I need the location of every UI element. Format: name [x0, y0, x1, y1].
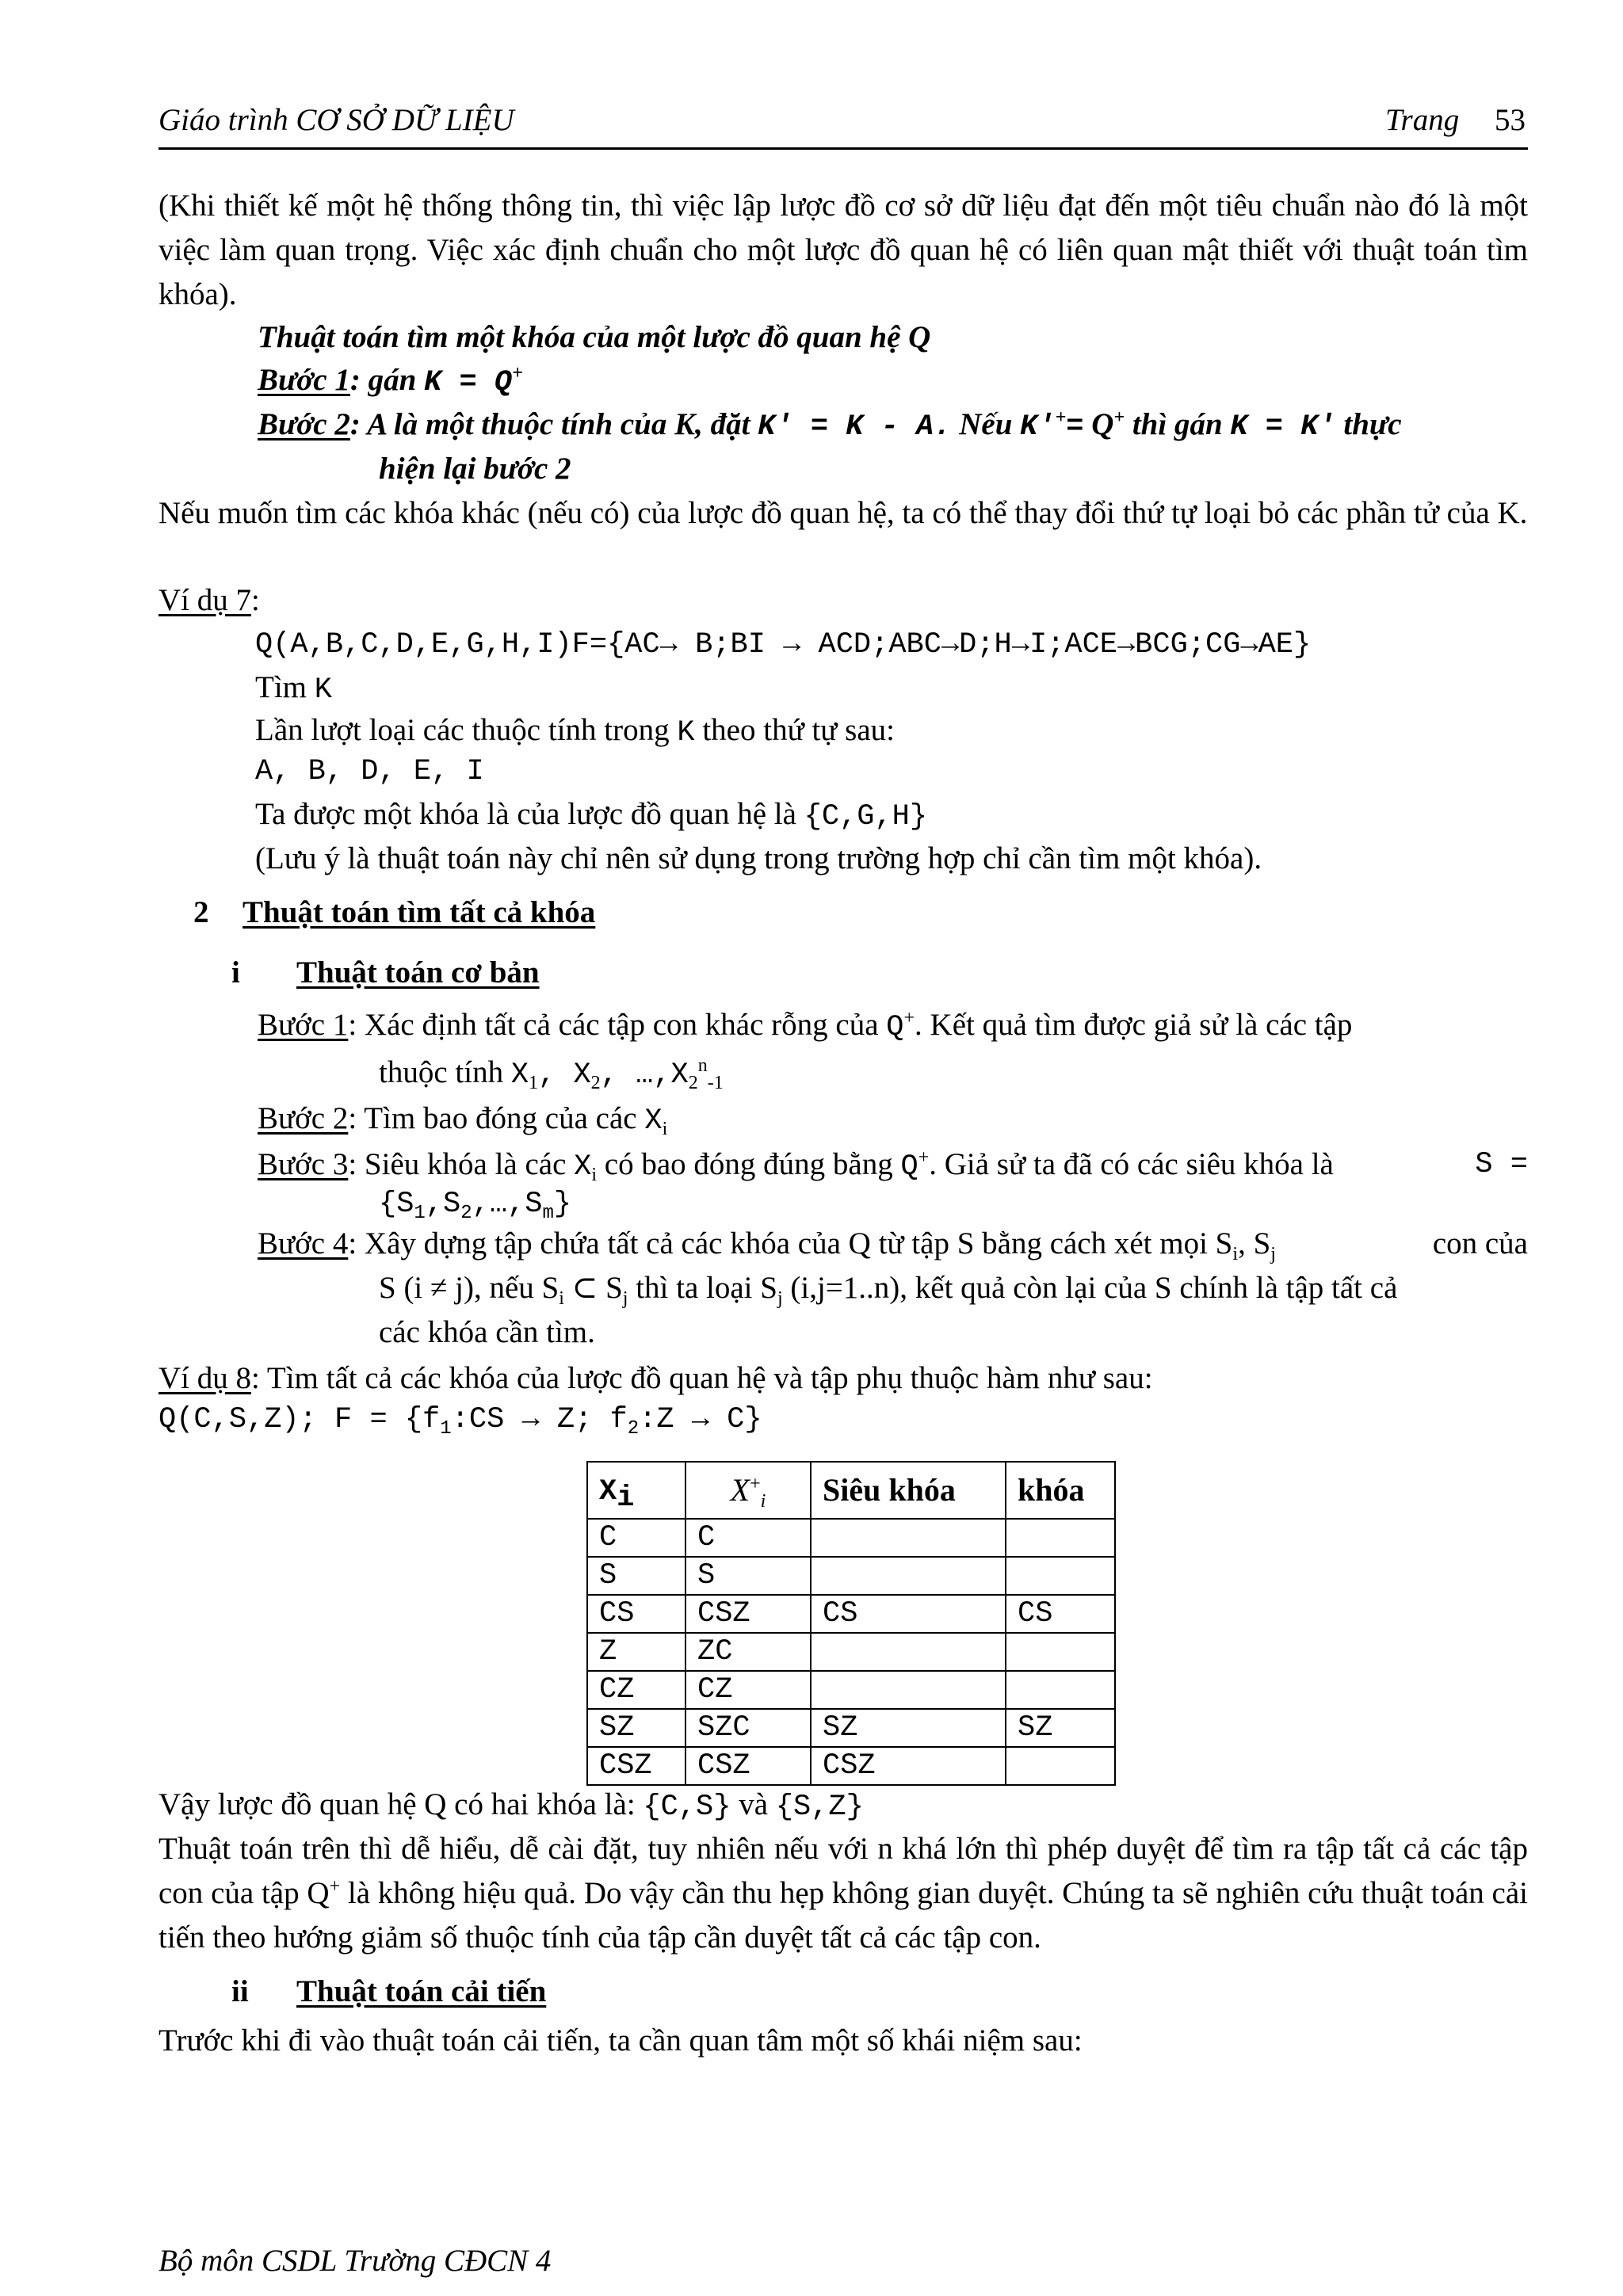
cell: SZ	[1006, 1709, 1115, 1747]
xn-sup-n: n	[697, 1055, 708, 1076]
step2-sup: +	[1055, 407, 1067, 428]
set-s2: ,S	[425, 1188, 461, 1221]
line2-subset: ⊂ S	[571, 1271, 623, 1305]
header-superkey: Siêu khóa	[811, 1462, 1006, 1519]
closure-table	[586, 1461, 1116, 1786]
basic-step-3-text: : Siêu khóa là các	[348, 1147, 567, 1181]
set-sub-1: 1	[414, 1203, 426, 1224]
keys-text: Vậy lược đồ quan hệ Q có hai khóa là:	[158, 1787, 636, 1821]
example-8-schema	[158, 1398, 762, 1442]
header-key: khóa	[1006, 1462, 1115, 1519]
example-7-heading	[158, 578, 260, 623]
order-text-a: Lần lượt loại các thuộc tính trong	[255, 713, 670, 747]
schema-c: :Z → C}	[639, 1403, 762, 1436]
example-7-find	[255, 666, 332, 712]
set-sm: ,…,S	[472, 1188, 543, 1221]
header-page-number: 53	[1495, 103, 1526, 137]
basic-step-4-line3: các khóa cần tìm.	[379, 1315, 595, 1349]
example-7-order-list: A, B, D, E, I	[255, 755, 484, 788]
intro-paragraph: (Khi thiết kế một hệ thống thông tin, thì việc lập lược đồ cơ sở dữ liệu đạt đến một tiêu chuẩn nào đó là một việc làm quan trọng. Việc xác định chuẩn cho một lược đồ quan hệ có liên quan mật thiết với thuật toán tìm khóa).	[158, 189, 1528, 311]
cell: SZC	[685, 1709, 811, 1747]
section-2-number: 2	[193, 895, 209, 929]
order-k: K	[677, 716, 695, 749]
basic-step-4	[258, 1222, 1528, 1266]
step1-sup: +	[512, 363, 523, 383]
cell	[1006, 1671, 1115, 1709]
header-page-label: Trang	[1385, 103, 1460, 137]
basic-step-3-label: Bước 3	[258, 1147, 349, 1181]
line2-c: (i,j=1..n), kết quả còn lại của S chính là tập tất cả	[790, 1271, 1398, 1305]
basic-step-3-q: Q	[900, 1150, 918, 1184]
step1-code: K = Q	[424, 366, 513, 399]
cell: CS	[811, 1595, 1006, 1633]
basic-step-1	[258, 1003, 1352, 1050]
cell: ZC	[685, 1633, 811, 1671]
step2-q-sup: +	[1113, 407, 1125, 428]
step2-text-e: thực	[1343, 407, 1402, 441]
basic-step-1-text: : Xác định tất cả các tập con khác rỗng của	[348, 1008, 879, 1042]
example-8-text: : Tìm tất cả các khóa của lược đồ quan hệ và tập phụ thuộc hàm như sau:	[251, 1361, 1153, 1395]
set-open: {S	[379, 1188, 414, 1221]
example-7-order	[255, 708, 895, 755]
header-closure-sup: +	[750, 1474, 761, 1494]
example-7-result	[255, 792, 927, 839]
cell: CSZ	[587, 1747, 685, 1785]
schema-sub-1: 1	[440, 1418, 452, 1440]
xn-sub-minus: -1	[707, 1073, 724, 1093]
algo-step-2	[258, 402, 1402, 449]
find-text: Tìm	[255, 670, 307, 704]
basic-step-3-mid: có bao đóng đúng bằng	[604, 1147, 893, 1181]
cell	[1006, 1557, 1115, 1595]
basic-step-4-con: con của	[1432, 1226, 1528, 1261]
result-code: {C,G,H}	[804, 800, 928, 833]
cell: CZ	[587, 1671, 685, 1709]
basic-step-4-sep: , S	[1238, 1226, 1271, 1261]
cell	[1006, 1633, 1115, 1671]
basic-step-1-q: Q	[886, 1011, 904, 1044]
example-7-label: Ví dụ 7	[158, 583, 251, 617]
xn-sub-2: 2	[688, 1073, 698, 1093]
subsection-i-number: i	[231, 955, 240, 990]
basic-step-2-text: : Tìm bao đóng của các	[348, 1101, 637, 1135]
cell: C	[685, 1519, 811, 1557]
cell: CSZ	[685, 1747, 811, 1785]
step2-k: K	[674, 407, 696, 441]
example-8-label: Ví dụ 8	[158, 1361, 251, 1395]
cell	[811, 1671, 1006, 1709]
basic-step-2	[258, 1097, 667, 1143]
basic-step-1-cont: thuộc tính	[379, 1055, 504, 1089]
key-2: {S,Z}	[775, 1791, 864, 1824]
line2-sub-i: i	[559, 1288, 564, 1309]
set-close: }	[553, 1188, 572, 1221]
step1-label: Bước 1	[258, 363, 350, 397]
step2-text-b: , đặt	[695, 407, 750, 441]
table-row	[587, 1709, 1115, 1747]
basic-step-3-set	[379, 1182, 571, 1226]
header-rule	[158, 147, 1528, 150]
table-row	[587, 1519, 1115, 1557]
basic-step-4-sub-i: i	[1232, 1244, 1239, 1264]
header-closure	[685, 1462, 811, 1519]
step2-code2: K'	[1020, 410, 1056, 444]
header-xi-i: i	[617, 1482, 635, 1515]
cell	[811, 1633, 1006, 1671]
example-8-heading	[158, 1356, 1153, 1401]
schema-a: Q(C,S,Z); F = {f	[158, 1403, 441, 1436]
cell: S	[587, 1557, 685, 1595]
basic-step-4-line1: : Xây dựng tập chứa tất cả các khóa của Q từ tập S bằng cách xét mọi S	[348, 1226, 1233, 1261]
basic-step-3-x: X	[574, 1150, 592, 1184]
cell: C	[587, 1519, 685, 1557]
conclusion-para-sup: +	[329, 1876, 341, 1897]
step2-code: K' = K - A.	[758, 410, 952, 444]
basic-step-3-rest: . Giả sử ta đã có các siêu khóa là	[929, 1147, 1334, 1181]
basic-step-4-line2	[379, 1266, 1397, 1310]
cell: SZ	[811, 1709, 1006, 1747]
basic-step-2-label: Bước 2	[258, 1101, 349, 1135]
algo-step-1	[258, 358, 523, 405]
set-sub-m: m	[542, 1203, 554, 1224]
step1-text: : gán	[349, 363, 417, 397]
cell: Z	[587, 1633, 685, 1671]
header-xi	[587, 1462, 685, 1519]
cell	[1006, 1747, 1115, 1785]
section-2-title: Thuật toán tìm tất cả khóa	[242, 895, 596, 929]
header-title: Giáo trình CƠ SỞ DỮ LIỆU	[158, 103, 514, 137]
conclusion-para-a: Thuật toán trên thì dễ hiểu, dễ cài đặt, tuy nhiên nếu với n khá lớn thì phép duyệt để tìm ra tập tất cả các tập con của tập Q	[158, 1832, 1528, 1910]
order-text-b: theo thứ tự sau:	[702, 713, 896, 747]
subsection-ii-number: ii	[231, 1974, 249, 2008]
algorithm-title: Thuật toán tìm một khóa của một lược đồ quan hệ Q	[258, 320, 931, 354]
cell: SZ	[587, 1709, 685, 1747]
cell: CS	[587, 1595, 685, 1633]
step2-text-a: : A là một thuộc tính của	[349, 407, 667, 441]
conclusion-para-b: là không hiệu quả. Do vậy cần thu hẹp không gian duyệt. Chúng ta sẽ nghiên cứu thuật toán cải tiến theo hướng giảm số thuộc tính của tập cần duyệt tất cả các tập con.	[158, 1876, 1528, 1955]
subsection-i-title: Thuật toán cơ bản	[296, 955, 540, 990]
line2-a: S (i ≠ j), nếu S	[379, 1271, 559, 1305]
basic-step-1-rest: . Kết quả tìm được giả sử là các tập	[915, 1008, 1353, 1042]
algo-step-2-continued: hiện lại bước 2	[379, 452, 571, 486]
cell	[1006, 1519, 1115, 1557]
cell	[811, 1519, 1006, 1557]
cell: CZ	[685, 1671, 811, 1709]
basic-step-1-continued	[379, 1051, 724, 1097]
line2-sub-j2: j	[777, 1288, 783, 1309]
table-row	[587, 1595, 1115, 1633]
basic-step-3-s: S =	[1475, 1148, 1528, 1181]
schema-b: :CS → Z; f	[451, 1403, 628, 1436]
set-sub-2: 2	[460, 1203, 472, 1224]
table-row	[587, 1633, 1115, 1671]
basic-step-2-x: X	[644, 1104, 663, 1138]
table-header-row	[587, 1462, 1115, 1519]
line2-b: thì ta loại S	[636, 1271, 777, 1305]
result-text: Ta được một khóa là của lược đồ quan hệ là	[255, 797, 796, 831]
table-row	[587, 1557, 1115, 1595]
table-row	[587, 1747, 1115, 1785]
basic-step-3-sup: +	[918, 1147, 930, 1168]
cell: CSZ	[811, 1747, 1006, 1785]
line2-sub-j: j	[622, 1288, 628, 1309]
cell: CS	[1006, 1595, 1115, 1633]
cell: CSZ	[685, 1595, 811, 1633]
step2-code4: K = K'	[1230, 410, 1336, 444]
closing-sentence: Trước khi đi vào thuật toán cải tiến, ta cần quan tâm một số khái niệm sau:	[158, 2023, 1083, 2058]
x1-symbol: X	[510, 1058, 529, 1092]
keys-conclusion	[158, 1783, 864, 1829]
header-closure-sub: i	[760, 1491, 766, 1512]
basic-step-4-sub-j: j	[1270, 1244, 1276, 1264]
basic-step-1-label: Bước 1	[258, 1008, 349, 1042]
find-code: K	[314, 673, 332, 707]
cell	[811, 1557, 1006, 1595]
conclusion-paragraph	[158, 1827, 1528, 1960]
header-xi-x: X	[599, 1475, 617, 1508]
key-1: {C,S}	[643, 1791, 731, 1824]
step2-text-c: Nếu	[959, 407, 1013, 441]
x2-sub: 2	[590, 1073, 601, 1093]
example-7-schema: Q(A,B,C,D,E,G,H,I)F={AC→ B;BI → ACD;ABC→D;H→I;ACE→BCG;CG→AE}	[255, 628, 1312, 662]
basic-step-4-label: Bước 4	[258, 1226, 349, 1261]
header-closure-x: X	[730, 1472, 750, 1508]
x1-sub: 1	[529, 1073, 539, 1093]
xn-symbol: , …,X	[600, 1058, 689, 1092]
schema-sub-2: 2	[627, 1418, 640, 1440]
step2-q: Q	[1091, 407, 1114, 441]
basic-step-2-sub: i	[662, 1119, 668, 1139]
example-7-colon: :	[251, 583, 260, 617]
footer-text: Bộ môn CSDL Trường CĐCN 4	[158, 2244, 552, 2278]
keys-and: và	[739, 1787, 769, 1821]
step2-code3: =	[1066, 410, 1084, 444]
basic-step-3-sub: i	[591, 1165, 598, 1185]
basic-step-1-sup: +	[903, 1008, 915, 1028]
x2-symbol: , X	[538, 1058, 591, 1092]
table-row	[587, 1671, 1115, 1709]
step2-text-d: thì gán	[1132, 407, 1223, 441]
example-7-note: (Lưu ý là thuật toán này chỉ nên sử dụng trong trường hợp chỉ cần tìm một khóa).	[255, 841, 1262, 875]
other-keys-paragraph: Nếu muốn tìm các khóa khác (nếu có) của lược đồ quan hệ, ta có thể thay đổi thứ tự loại bỏ các phần tử của K.	[158, 496, 1528, 530]
subsection-ii-title: Thuật toán cải tiến	[296, 1974, 547, 2008]
step2-label: Bước 2	[258, 407, 350, 441]
cell: S	[685, 1557, 811, 1595]
